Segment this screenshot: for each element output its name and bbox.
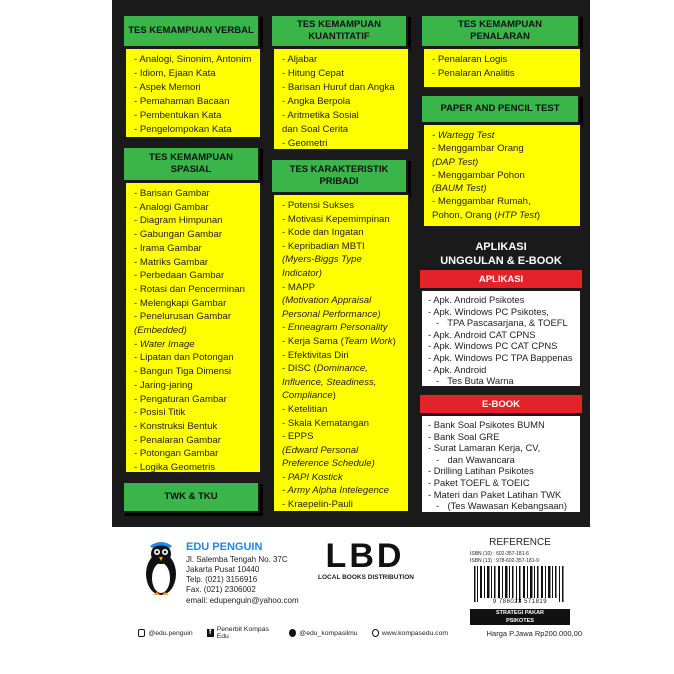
list-item: - Potensi Sukses xyxy=(282,199,402,213)
category-badge: STRATEGI PAKAR PSIKOTES xyxy=(470,609,570,625)
list-item: (Embedded) xyxy=(134,325,187,337)
list-item: Personal Performance) xyxy=(282,308,381,320)
list-item: - Menggambar Rumah, xyxy=(432,195,574,208)
aplikasi-section-title: APLIKASI UNGGULAN & E-BOOK xyxy=(440,241,562,268)
list-item: - Wartegg Test xyxy=(432,129,574,142)
list-item: - Menggambar Pohon xyxy=(432,169,574,182)
list-item: - Surat Lamaran Kerja, CV, xyxy=(428,442,574,454)
list-item: Influence, Steadiness, xyxy=(282,376,377,388)
list-item: - Paket TOEFL & TOEIC xyxy=(428,477,574,489)
list-item: - Geometri xyxy=(282,137,402,151)
list-item: - Gabungan Gambar xyxy=(134,228,254,242)
list-item: - Apk. Android xyxy=(428,364,574,376)
publisher-fax: Fax. (021) 2306002 xyxy=(186,585,256,594)
list-item: - TPA Pascasarjana, & TOEFL xyxy=(428,317,574,329)
publisher-phone: Telp. (021) 3156916 xyxy=(186,575,258,584)
list-item: - Kerja Sama (Team Work) xyxy=(282,335,402,349)
karakteristik-list xyxy=(272,193,410,513)
list-item: - Pembentukan Kata xyxy=(134,109,254,123)
facebook-icon: f xyxy=(207,629,214,637)
verbal-header xyxy=(122,14,260,48)
list-item: - Pengelompokan Kata xyxy=(134,123,254,137)
list-item: - dan Wawancara xyxy=(428,454,574,466)
penguin-logo-icon xyxy=(140,540,182,598)
ebook-list xyxy=(420,414,582,514)
price: Harga P.Jawa Rp200.000,00 xyxy=(486,629,582,638)
list-item: - Matriks Gambar xyxy=(134,256,254,270)
list-item: - Aspek Memori xyxy=(134,81,254,95)
verbal-title: TES KEMAMPUAN VERBAL xyxy=(128,25,254,37)
list-item: - Penalaran Analitis xyxy=(432,67,574,81)
list-item: dan Soal Cerita xyxy=(282,124,349,135)
list-item: - Drilling Latihan Psikotes xyxy=(428,465,574,477)
list-item: - Materi dan Paket Latihan TWK xyxy=(428,489,574,501)
list-item: - Kraepelin-Pauli xyxy=(282,498,402,512)
list-item: (Myers-Biggs Type xyxy=(282,254,362,266)
list-item: - Jaring-jaring xyxy=(134,379,254,393)
verbal-list xyxy=(124,47,262,139)
kuantitatif-header xyxy=(270,14,408,48)
list-item: - Bank Soal Psikotes BUMN xyxy=(428,419,574,431)
list-item: Pohon, Orang (HTP Test) xyxy=(432,209,541,221)
facebook-handle: Penerbit Kompas Edu xyxy=(216,626,269,640)
list-item: - Kode dan Ingatan xyxy=(282,226,402,240)
twk-header xyxy=(122,481,260,513)
list-item: (BAUM Test) xyxy=(432,183,487,195)
ebook-label: E-BOOK xyxy=(420,395,582,413)
paper-list xyxy=(422,123,582,228)
list-item: - Lipatan dan Potongan xyxy=(134,351,254,365)
globe-icon xyxy=(372,629,379,637)
list-item: (Edward Personal xyxy=(282,444,359,456)
spasial-list xyxy=(124,181,262,474)
list-item: - (Tes Wawasan Kebangsaan) xyxy=(428,500,574,512)
list-item: - Bangun Tiga Dimensi xyxy=(134,365,254,379)
list-item: - Analogi, Sinonim, Antonim xyxy=(134,53,254,67)
list-item: - Tes Buta Warna xyxy=(428,375,574,387)
list-item: - Rotasi dan Pencerminan xyxy=(134,283,254,297)
list-item: - Penelurusan Gambar xyxy=(134,310,254,324)
list-item: Indicator) xyxy=(282,267,322,279)
list-item: Preference Schedule) xyxy=(282,458,375,470)
instagram-handle: @edu.penguin xyxy=(148,629,193,637)
list-item: - Penalaran Gambar xyxy=(134,434,254,448)
list-item: - Skala Kematangan xyxy=(282,417,402,431)
karakteristik-title-1: TES KARAKTERISTIK xyxy=(289,164,389,176)
penalaran-title-1: TES KEMAMPUAN xyxy=(458,19,542,31)
list-item: - Water Image xyxy=(134,338,254,352)
list-item: - Perbedaan Gambar xyxy=(134,269,254,283)
list-item: - Motivasi Kepemimpinan xyxy=(282,213,402,227)
list-item: - Apk. Android CAT CPNS xyxy=(428,329,574,341)
list-item: - Kepribadian MBTI xyxy=(282,240,402,254)
list-item: - Aljabar xyxy=(282,53,402,67)
paper-title: PAPER AND PENCIL TEST xyxy=(440,103,560,115)
list-item: - Army Alpha Intelegence xyxy=(282,484,402,498)
list-item: - Irama Gambar xyxy=(134,242,254,256)
aplikasi-list xyxy=(420,289,582,388)
aplikasi-label: APLIKASI xyxy=(420,270,582,288)
karakteristik-title-2: PRIBADI xyxy=(319,176,359,187)
list-item: - Penalaran Logis xyxy=(432,53,574,67)
list-item: - Potongan Gambar xyxy=(134,447,254,461)
barcode-number: 9 786023 571819 xyxy=(492,599,548,605)
list-item: - Efektivitas Diri xyxy=(282,349,402,363)
instagram-icon xyxy=(138,629,145,637)
list-item: - Posisi Titik xyxy=(134,406,254,420)
list-item: - Konstruksi Bentuk xyxy=(134,420,254,434)
website: www.kompasedu.com xyxy=(381,629,449,637)
publisher-address-2: Jakarta Pusat 10440 xyxy=(186,565,260,574)
reference-label: REFERENCE xyxy=(489,537,551,548)
publisher-address-1: Jl. Salemba Tengah No. 37C xyxy=(186,555,288,564)
list-item: - DISC (Dominance, xyxy=(282,362,402,376)
list-item: - Pemahaman Bacaan xyxy=(134,95,254,109)
list-item: - Ketelitian xyxy=(282,403,402,417)
list-item: - Aritmetika Sosial xyxy=(282,109,402,123)
list-item: - Pengaturan Gambar xyxy=(134,393,254,407)
list-item: - Logika Geometris xyxy=(134,461,254,475)
list-item: - Melengkapi Gambar xyxy=(134,297,254,311)
spasial-header xyxy=(122,146,260,182)
list-item: - EPPS xyxy=(282,430,402,444)
penalaran-list xyxy=(422,47,582,89)
twk-title: TWK & TKU xyxy=(164,491,218,503)
distributor-name: LOCAL BOOKS DISTRIBUTION xyxy=(318,574,414,581)
list-item: (DAP Test) xyxy=(432,156,479,168)
twitter-icon xyxy=(289,629,296,637)
penalaran-header xyxy=(420,14,580,48)
kuantitatif-list xyxy=(272,47,410,151)
list-item: - Enneagram Personality xyxy=(282,321,402,335)
isbn-10: ISBN (10) : 602-357-181-6 xyxy=(470,551,529,557)
kuantitatif-title-1: TES KEMAMPUAN xyxy=(297,19,381,31)
social-bar xyxy=(138,627,448,639)
kuantitatif-title-2: KUANTITATIF xyxy=(308,31,370,42)
list-item: - Menggambar Orang xyxy=(432,142,574,155)
list-item: - Analogi Gambar xyxy=(134,201,254,215)
list-item: - PAPI Kostick xyxy=(282,471,402,485)
paper-header xyxy=(420,94,580,124)
spasial-title-1: TES KEMAMPUAN xyxy=(149,152,233,164)
publisher-email: email: edupenguin@yahoo.com xyxy=(186,596,299,605)
list-item: - Barisan Gambar xyxy=(134,187,254,201)
lbd-logo: LBD xyxy=(325,537,405,575)
spasial-title-2: SPASIAL xyxy=(170,164,212,175)
isbn-13: ISBN (13) : 978-602-357-181-9 xyxy=(470,558,539,564)
list-item: - Idiom, Ejaan Kata xyxy=(134,67,254,81)
list-item: - Apk. Windows PC TPA Bappenas xyxy=(428,352,574,364)
karakteristik-header xyxy=(270,158,408,194)
list-item: - MAPP xyxy=(282,281,402,295)
list-item: - Apk. Windows PC CAT CPNS xyxy=(428,340,574,352)
list-item: - Barisan Huruf dan Angka xyxy=(282,81,402,95)
list-item: - Hitung Cepat xyxy=(282,67,402,81)
list-item: - Angka Berpola xyxy=(282,95,402,109)
list-item: - Bank Soal GRE xyxy=(428,431,574,443)
list-item: (Motivation Appraisal xyxy=(282,295,372,307)
penalaran-title-2: PENALARAN xyxy=(470,31,530,42)
twitter-handle: @edu_kompasilmu xyxy=(299,629,358,637)
list-item: - Apk. Android Psikotes xyxy=(428,294,574,306)
list-item: - Diagram Himpunan xyxy=(134,214,254,228)
list-item: Compliance) xyxy=(282,390,336,402)
list-item: - Apk. Windows PC Psikotes, xyxy=(428,306,574,318)
publisher-name: EDU PENGUIN xyxy=(186,541,263,553)
